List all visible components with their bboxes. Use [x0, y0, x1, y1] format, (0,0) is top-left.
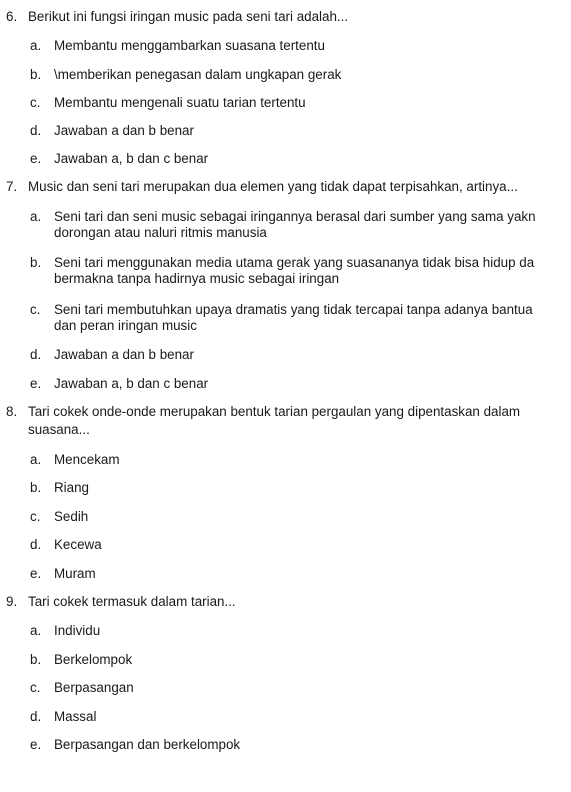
- option-letter: d.: [30, 537, 42, 552]
- option-7c: [30, 301, 533, 333]
- option-text-continued: dan peran iringan music: [54, 318, 197, 333]
- option-6a: [30, 37, 325, 55]
- option-text: Sedih: [54, 509, 89, 524]
- option-letter: e.: [30, 566, 42, 581]
- option-letter: e.: [30, 737, 42, 752]
- option-text: Berpasangan: [54, 680, 134, 695]
- option-letter: d.: [30, 347, 42, 362]
- question-number: 8.: [6, 404, 18, 419]
- option-7b: [30, 254, 535, 286]
- option-letter: b.: [30, 255, 42, 270]
- option-8e: [30, 565, 96, 583]
- option-text: Kecewa: [54, 537, 102, 552]
- option-text: Jawaban a dan b benar: [54, 347, 194, 362]
- option-letter: e.: [30, 151, 42, 166]
- option-text-continued: dorongan atau naluri ritmis manusia: [54, 225, 267, 240]
- option-text: Seni tari membutuhkan upaya dramatis yang tidak tercapai tanpa adanya bantua: [54, 302, 533, 317]
- question-text: Music dan seni tari merupakan dua elemen yang tidak dapat terpisahkan, artinya...: [28, 179, 518, 194]
- option-letter: a.: [30, 452, 42, 467]
- option-text: Jawaban a, b dan c benar: [54, 151, 209, 166]
- option-text: Berpasangan dan berkelompok: [54, 737, 241, 752]
- option-8c: [30, 508, 89, 526]
- option-7a: [30, 208, 536, 240]
- option-7d: [30, 346, 194, 364]
- option-letter: d.: [30, 709, 42, 724]
- option-8b: [30, 479, 89, 497]
- question-7: [6, 178, 518, 196]
- option-9d: [30, 708, 97, 726]
- option-7e: [30, 375, 209, 393]
- option-text: Membantu mengenali suatu tarian tertentu: [54, 95, 306, 110]
- option-text-continued: bermakna tanpa hadirnya music sebagai iringan: [54, 271, 340, 286]
- option-letter: b.: [30, 67, 42, 82]
- option-text: Membantu menggambarkan suasana tertentu: [54, 38, 325, 53]
- option-letter: b.: [30, 480, 42, 495]
- option-6e: [30, 150, 209, 168]
- option-text: \memberikan penegasan dalam ungkapan gerak: [54, 67, 342, 82]
- option-text: Seni tari dan seni music sebagai iringannya berasal dari sumber yang sama yakn: [54, 209, 536, 224]
- option-letter: c.: [30, 680, 41, 695]
- question-text: Tari cokek onde-onde merupakan bentuk tarian pergaulan yang dipentaskan dalam: [28, 404, 521, 419]
- option-text: Individu: [54, 623, 101, 638]
- option-letter: b.: [30, 652, 42, 667]
- question-number: 6.: [6, 9, 18, 24]
- question-text: Tari cokek termasuk dalam tarian...: [28, 594, 236, 609]
- option-8a: [30, 451, 120, 469]
- option-6b: [30, 66, 342, 84]
- question-6: [6, 8, 349, 26]
- question-8: [6, 403, 521, 437]
- question-number: 7.: [6, 179, 18, 194]
- option-letter: c.: [30, 95, 41, 110]
- question-text: Berikut ini fungsi iringan music pada seni tari adalah...: [28, 9, 349, 24]
- option-letter: c.: [30, 509, 41, 524]
- option-letter: e.: [30, 376, 42, 391]
- option-text: Mencekam: [54, 452, 120, 467]
- option-letter: c.: [30, 302, 41, 317]
- option-letter: a.: [30, 38, 42, 53]
- option-9a: [30, 622, 101, 640]
- option-letter: a.: [30, 209, 42, 224]
- option-9c: [30, 679, 134, 697]
- option-text: Muram: [54, 566, 96, 581]
- question-9: [6, 593, 236, 611]
- option-text: Jawaban a, b dan c benar: [54, 376, 209, 391]
- option-text: Berkelompok: [54, 652, 133, 667]
- question-number: 9.: [6, 594, 18, 609]
- option-text: Riang: [54, 480, 89, 495]
- option-9b: [30, 651, 133, 669]
- option-letter: a.: [30, 623, 42, 638]
- option-6d: [30, 122, 194, 140]
- option-text: Jawaban a dan b benar: [54, 123, 194, 138]
- option-letter: d.: [30, 123, 42, 138]
- option-8d: [30, 536, 102, 554]
- question-text-continued: suasana...: [28, 422, 90, 437]
- option-text: Seni tari menggunakan media utama gerak yang suasananya tidak bisa hidup da: [54, 255, 535, 270]
- option-9e: [30, 736, 241, 754]
- option-text: Massal: [54, 709, 97, 724]
- option-6c: [30, 94, 306, 112]
